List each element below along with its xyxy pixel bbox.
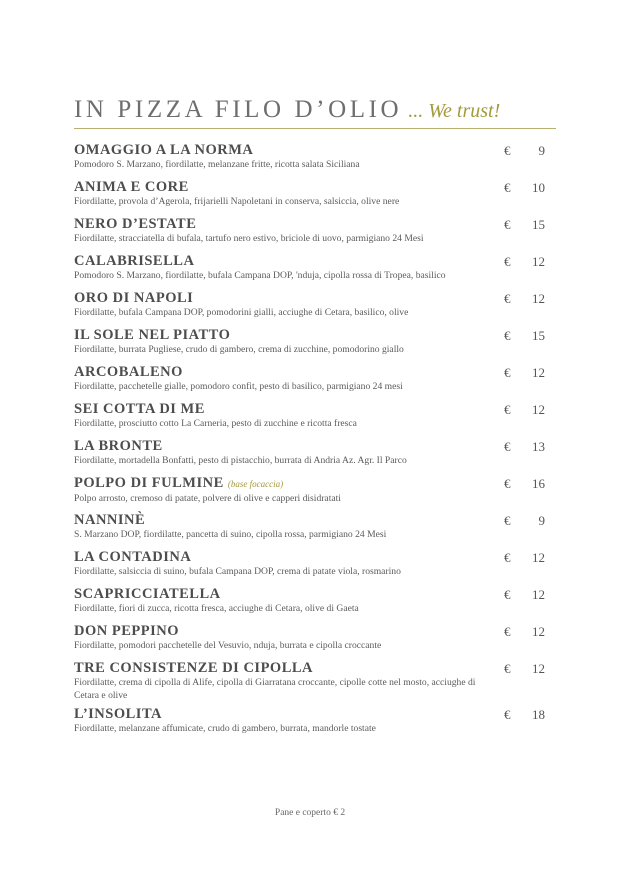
menu-header [74,96,556,130]
pizza-price: 16 [532,476,545,491]
menu-item [74,475,546,512]
menu-item [74,364,546,401]
pizza-description: Fiordilatte, burrata Pugliese, crudo di gambero, crema di zucchine, pomodorino giallo [74,344,404,355]
menu-item [74,401,546,438]
currency-symbol: € [504,365,511,380]
menu-item [74,549,546,586]
pizza-price: 12 [532,365,545,380]
pizza-name: LA BRONTE [74,438,163,454]
currency-symbol: € [504,513,511,528]
pizza-price: 9 [538,143,545,158]
pizza-description: Fiordilatte, fiori di zucca, ricotta fresca, acciughe di Cetara, olive di Gaeta [74,603,359,614]
pizza-name: POLPO DI FULMINE [74,475,224,491]
pizza-name: IL SOLE NEL PIATTO [74,327,231,343]
pizza-description: Fiordilatte, bufala Campana DOP, pomodorini gialli, acciughe di Cetara, basilico, olive [74,307,409,318]
pizza-name: CALABRISELLA [74,253,195,269]
menu-item [74,290,546,327]
menu-title: IN PIZZA FILO D’OLIO [74,96,403,123]
header-divider [74,128,556,129]
pizza-name: ARCOBALENO [74,364,183,380]
menu-item [74,586,546,623]
pizza-price: 9 [538,513,545,528]
currency-symbol: € [504,291,511,306]
pizza-price: 12 [532,402,545,417]
currency-symbol: € [504,587,511,602]
pizza-description: Fiordilatte, salsiccia di suino, bufala Campana DOP, crema di patate viola, rosmarino [74,566,401,577]
pizza-name: NERO D’ESTATE [74,216,197,232]
pizza-name: DON PEPPINO [74,623,179,639]
pizza-description: Fiordilatte, melanzane affumicate, crudo di gambero, burrata, mandorle tostate [74,723,376,734]
pizza-description: Fiordilatte, prosciutto cotto La Carneria, pesto di zucchine e ricotta fresca [74,418,357,429]
menu-item [74,179,546,216]
currency-symbol: € [504,661,511,676]
menu-item [74,253,546,290]
pizza-description: Pomodoro S. Marzano, fiordilatte, bufala Campana DOP, 'nduja, cipolla rossa di Tropea, basilico [74,270,446,281]
pizza-price: 13 [532,439,545,454]
currency-symbol: € [504,143,511,158]
pizza-name: SCAPRICCIATELLA [74,586,221,602]
menu-item [74,216,546,253]
pizza-name: NANNINÈ [74,512,146,528]
menu-item [74,623,546,660]
pizza-price: 18 [532,707,545,722]
pizza-description: Fiordilatte, mortadella Bonfatti, pesto di pistacchio, burrata di Andria Az. Agr. Il Parco [74,455,407,466]
pizza-name: LA CONTADINA [74,549,192,565]
pizza-name: SEI COTTA DI ME [74,401,205,417]
pizza-description: Fiordilatte, provola d’Agerola, frijarielli Napoletani in conserva, salsiccia, olive nere [74,196,400,207]
pizza-description: Fiordilatte, pacchetelle gialle, pomodoro confit, pesto di basilico, parmigiano 24 mesi [74,381,403,392]
pizza-name: TRE CONSISTENZE DI CIPOLLA [74,660,314,676]
pizza-name: L’INSOLITA [74,706,163,722]
currency-symbol: € [504,217,511,232]
pizza-name: ANIMA E CORE [74,179,189,195]
pizza-description: Fiordilatte, stracciatella di bufala, tartufo nero estivo, briciole di uovo, parmigiano 24 Mesi [74,233,424,244]
pizza-price: 12 [532,550,545,565]
pizza-description: S. Marzano DOP, fiordilatte, pancetta di suino, cipolla rossa, parmigiano 24 Mesi [74,529,387,540]
pizza-description: Fiordilatte, crema di cipolla di Alife, cipolla di Giarratana croccante, cipolle cotte nel mosto, acciughe di Cetara e olive [74,677,476,701]
pizza-menu-list [74,142,546,743]
menu-item [74,706,546,743]
pizza-name: OMAGGIO A LA NORMA [74,142,254,158]
currency-symbol: € [504,707,511,722]
pizza-price: 12 [532,291,545,306]
currency-symbol: € [504,439,511,454]
menu-item [74,660,546,706]
pizza-name: ORO DI NAPOLI [74,290,194,306]
pizza-price: 15 [532,328,545,343]
pizza-price: 12 [532,624,545,639]
menu-item [74,327,546,364]
currency-symbol: € [504,328,511,343]
pizza-description: Polpo arrosto, cremoso di patate, polvere di olive e capperi disidratati [74,493,341,504]
pizza-base-note: (base focaccia) [227,479,284,489]
currency-symbol: € [504,476,511,491]
currency-symbol: € [504,180,511,195]
currency-symbol: € [504,254,511,269]
menu-item [74,438,546,475]
currency-symbol: € [504,402,511,417]
pizza-name-row [74,475,546,493]
currency-symbol: € [504,550,511,565]
currency-symbol: € [504,624,511,639]
menu-tagline: ... We trust! [408,100,501,122]
pizza-description: Pomodoro S. Marzano, fiordilatte, melanzane fritte, ricotta salata Siciliana [74,159,360,170]
pizza-price: 15 [532,217,545,232]
pizza-price: 12 [532,587,545,602]
pizza-price: 12 [532,254,545,269]
pizza-description: Fiordilatte, pomodori pacchetelle del Vesuvio, nduja, burrata e cipolla croccante [74,640,382,651]
cover-charge-note: Pane e coperto € 2 [274,808,346,818]
pizza-price: 12 [532,661,545,676]
menu-item [74,512,546,549]
menu-item [74,142,546,179]
pizza-price: 10 [532,180,545,195]
